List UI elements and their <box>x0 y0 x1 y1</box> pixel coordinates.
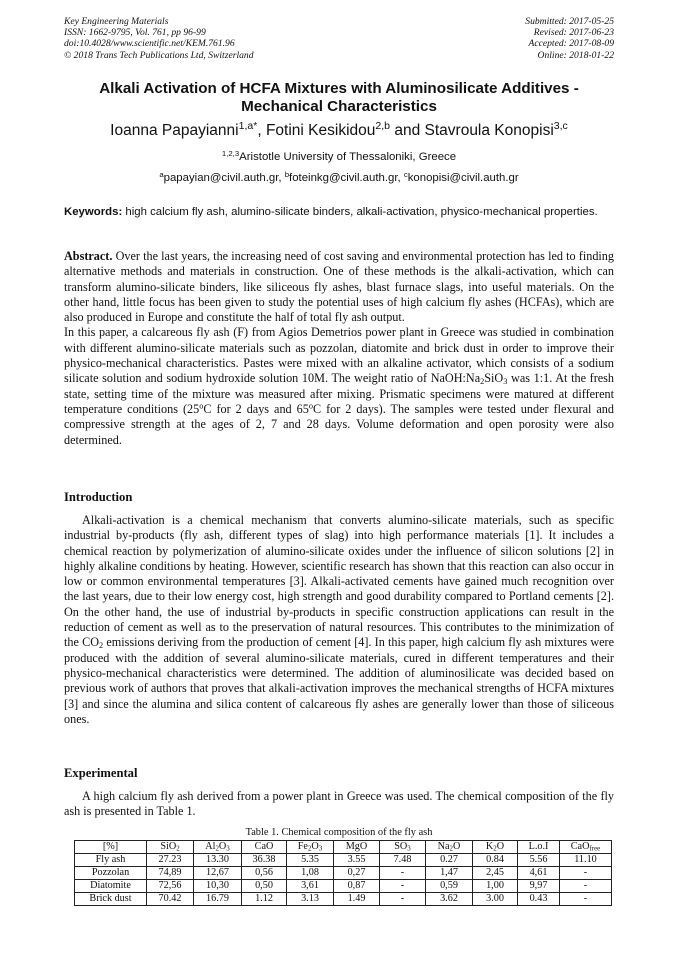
header-text: Na <box>437 841 450 852</box>
table-header-cell <box>334 841 380 854</box>
doi-line: doi:10.4028/www.scientific.net/KEM.761.96 <box>64 38 235 50</box>
abstract-text: C for 2 days). The samples were tested under flexural and compressive strength at the ages of 2, 7 and 28 days. Volume deformation and open porosity were also determined. <box>64 401 614 447</box>
header-text: SiO <box>160 841 177 852</box>
email-link[interactable]: foteinkg@civil.auth.gr, <box>289 172 404 184</box>
table-cell: 70.42 <box>147 893 194 906</box>
header-text: MgO <box>345 841 368 852</box>
header-subscript: 2 <box>307 845 312 853</box>
title-line-1: Alkali Activation of HCFA Mixtures with Aluminosilicate Additives - <box>99 80 579 97</box>
table-cell: 0,50 <box>242 880 287 893</box>
table-cell: 12,67 <box>194 867 242 880</box>
issn-line: ISSN: 1662-9795, Vol. 761, pp 96-99 <box>64 27 206 39</box>
table-cell: 0,87 <box>334 880 380 893</box>
affiliation-text: Aristotle University of Thessaloniki, Greece <box>239 151 457 163</box>
abstract-paragraph-1 <box>64 249 614 325</box>
revised-date: Revised: 2017-06-23 <box>533 27 614 39</box>
author-list <box>64 122 614 140</box>
header-subscript: 2 <box>176 845 180 853</box>
table-cell: 74,89 <box>147 867 194 880</box>
author-separator: and <box>390 122 425 139</box>
introduction-paragraph <box>64 513 614 727</box>
table-row <box>75 854 612 867</box>
email-mark: b <box>284 169 290 179</box>
table-cell: 3.62 <box>426 893 473 906</box>
chemical-composition-table <box>74 840 612 906</box>
header-text: CaO <box>254 841 274 852</box>
table-cell: 3.55 <box>334 854 380 867</box>
header-text: [%] <box>102 841 119 852</box>
table-cell: 2,45 <box>473 867 518 880</box>
header-text: Al <box>205 841 216 852</box>
title-line-2: Mechanical Characteristics <box>241 98 437 115</box>
abstract-text: C for 2 days and 65 <box>203 401 309 416</box>
table-cell: 0,59 <box>426 880 473 893</box>
table-cell: 27.23 <box>147 854 194 867</box>
keywords-label: Keywords: <box>64 206 123 218</box>
accepted-date: Accepted: 2017-08-09 <box>528 38 614 50</box>
table-cell: - <box>380 880 426 893</box>
copyright-line: © 2018 Trans Tech Publications Ltd, Switzerland <box>64 49 254 61</box>
table-header-cell <box>560 841 612 854</box>
submitted-date: Submitted: 2017-05-25 <box>525 16 614 27</box>
author-name: Ioanna Papayianni <box>110 122 239 139</box>
table-cell: 3.00 <box>473 893 518 906</box>
table-header-cell <box>380 841 426 854</box>
author-affiliation-mark: 2,b <box>375 120 391 133</box>
table-cell: 3.13 <box>287 893 334 906</box>
header-text: O <box>496 841 505 852</box>
publication-dates <box>525 16 614 61</box>
abstract-text: Over the last years, the increasing need of cost saving and environmental protection has led to finding alternative methods and materials in construction. One of these methods is the alkali-activation, which can transform alumino-silicate binders, like siliceous fly ashes, blast furnace slags, into useful materials. On the other hand, little focus has been given to study the potential uses of high calcium fly ashes (HCFAs), which are also produced in Europe and constitute the half of total fly ash output. <box>64 249 614 325</box>
table-cell: Brick dust <box>75 893 147 906</box>
table-cell: 0,56 <box>242 867 287 880</box>
abstract-text: In this paper, a calcareous fly ash (F) from Agios Demetrios power plant in Greece was studied in combination with different alumino-silicate materials such as pozzolan, diatomite and brick dust in order to improve their physico-mechanical characteristics. Pastes were mixed with an alkaline activator, which consists of a sodium silicate solution and sodium hydroxide solution 10M. The weight ratio of NaOH:Na <box>64 325 614 386</box>
abstract <box>64 249 614 448</box>
table-cell: Diatomite <box>75 880 147 893</box>
experimental-paragraph: A high calcium fly ash derived from a power plant in Greece was used. The chemical composition of the fly ash is presented in Table 1. <box>64 789 614 819</box>
affiliation <box>64 150 614 164</box>
table-cell: 0.84 <box>473 854 518 867</box>
introduction-text: Alkali-activation is a chemical mechanism that converts alumino-silicate materials, such as specific industrial by-products (fly ash, different types of slag) into high performance materials [1]. It includes a chemical reaction by polymerization of alumino-silicate oxides under the influence of silicon solutions [2] in highly alkaline conditions by heating. However, scientific research has shown that this reaction can also occur in low or common environmental temperatures [3]. Alkali-activated cements have gained much recognition over the last years, due to their low energy cost, high strength and good durability compared to Portland cements [2]. On the other hand, the use of industrial by-products in specific construction applications can result in the reduction of cement as well as to the preservation of natural resources. This contributes to the minimization of the CO <box>64 513 614 650</box>
table-cell: 16.79 <box>194 893 242 906</box>
degree-mark: o <box>199 401 204 411</box>
table-cell: 0.43 <box>518 893 560 906</box>
table-cell: 5.56 <box>518 854 560 867</box>
table-cell: - <box>380 867 426 880</box>
table-header-row <box>75 841 612 854</box>
table-cell: 1,00 <box>473 880 518 893</box>
table-cell: 11.10 <box>560 854 612 867</box>
abstract-text: was 1:1. At the fresh state, setting time of the mixture was measured after mixing. Prismatic specimens were matured at different temperature conditions (25 <box>64 371 615 416</box>
subscript: 2 <box>99 641 104 651</box>
author-name: Stavroula Konopisi <box>424 122 554 139</box>
header-text: SO <box>394 841 408 852</box>
experimental-heading: Experimental <box>64 766 138 780</box>
degree-mark: o <box>308 401 313 411</box>
table-cell: 1,47 <box>426 867 473 880</box>
table-caption: Table 1. Chemical composition of the fly ash <box>245 827 433 838</box>
header-text: K <box>485 841 494 852</box>
table-header-cell <box>287 841 334 854</box>
paper-title <box>64 80 614 116</box>
table-header-cell <box>147 841 194 854</box>
table-cell: 9,97 <box>518 880 560 893</box>
keywords <box>64 205 614 220</box>
email-mark: c <box>403 169 408 179</box>
introduction-body <box>64 513 614 727</box>
table-cell: - <box>380 893 426 906</box>
table-cell: - <box>560 893 612 906</box>
table-cell: 0.27 <box>426 854 473 867</box>
table-cell: Pozzolan <box>75 867 147 880</box>
header-text: L.o.I <box>528 841 549 852</box>
email-mark: a <box>159 169 164 179</box>
affiliation-mark: 1,2,3 <box>221 148 240 158</box>
header-subscript: 2 <box>215 845 219 853</box>
table-cell: 36.38 <box>242 854 287 867</box>
header-subscript: free <box>589 845 601 853</box>
table-header-cell <box>518 841 560 854</box>
header-text: CaO <box>570 841 590 852</box>
table-row <box>75 893 612 906</box>
table-cell: - <box>560 867 612 880</box>
header-text: O <box>453 841 461 852</box>
table-row <box>75 880 612 893</box>
table-header-cell <box>426 841 473 854</box>
abstract-label: Abstract. <box>64 249 113 263</box>
table-cell: 4,61 <box>518 867 560 880</box>
journal-name: Key Engineering Materials <box>64 16 169 27</box>
author-name: Fotini Kesikidou <box>265 122 376 139</box>
header-subscript: 3 <box>226 845 230 853</box>
header-subscript: 2 <box>449 845 453 853</box>
table-cell: Fly ash <box>75 854 147 867</box>
abstract-paragraph-2 <box>64 325 614 447</box>
experimental-body <box>64 789 614 820</box>
table-header-cell <box>473 841 518 854</box>
header-text: O <box>311 841 319 852</box>
table-row <box>75 867 612 880</box>
abstract-text: SiO <box>484 371 504 386</box>
email-link[interactable]: konopisi@civil.auth.gr <box>407 172 519 184</box>
table-cell: 1.12 <box>242 893 287 906</box>
header-text: Fe <box>297 841 308 852</box>
table-cell: 3,61 <box>287 880 334 893</box>
header-subscript: 2 <box>493 845 497 853</box>
table-body <box>75 841 612 906</box>
table-header-cell <box>194 841 242 854</box>
email-link[interactable]: papayian@civil.auth.gr, <box>163 172 285 184</box>
online-date: Online: 2018-01-22 <box>537 49 614 61</box>
table-cell: 0,27 <box>334 867 380 880</box>
header-text: O <box>218 841 227 852</box>
table-header-cell <box>75 841 147 854</box>
introduction-text: emissions deriving from the production of cement [4]. In this paper, high calcium fly ash mixtures were produced with the addition of several alumino-silicate materials, cured in different temperatures and their physico-mechanical characteristics were determined. The addition of aluminosilicate was decided based on previous work of authors that proves that alkali-activation improves the mechanical strengths of HCFA mixtures [3] and since the alumina and silica content of calcareous fly ashes are generally lower than those of siliceous ones. <box>64 635 614 726</box>
subscript: 3 <box>503 377 508 387</box>
keywords-text: high calcium fly ash, alumino-silicate binders, alkali-activation, physico-mechanical properties. <box>122 206 598 218</box>
header-subscript: 3 <box>318 845 323 853</box>
journal-info <box>64 16 254 61</box>
table-cell: 7.48 <box>380 854 426 867</box>
table-cell: 5.35 <box>287 854 334 867</box>
author-separator: , <box>257 122 266 139</box>
author-emails <box>64 171 614 185</box>
table-cell: - <box>560 880 612 893</box>
author-affiliation-mark: 3,c <box>553 120 568 133</box>
table-cell: 1.49 <box>334 893 380 906</box>
table-cell: 10,30 <box>194 880 242 893</box>
table-cell: 13.30 <box>194 854 242 867</box>
table-header-cell <box>242 841 287 854</box>
introduction-heading: Introduction <box>64 490 133 504</box>
author-affiliation-mark: 1,a* <box>238 120 258 133</box>
table-cell: 72,56 <box>147 880 194 893</box>
subscript: 2 <box>480 377 485 387</box>
table-cell: 1,08 <box>287 867 334 880</box>
header-subscript: 3 <box>407 845 411 853</box>
